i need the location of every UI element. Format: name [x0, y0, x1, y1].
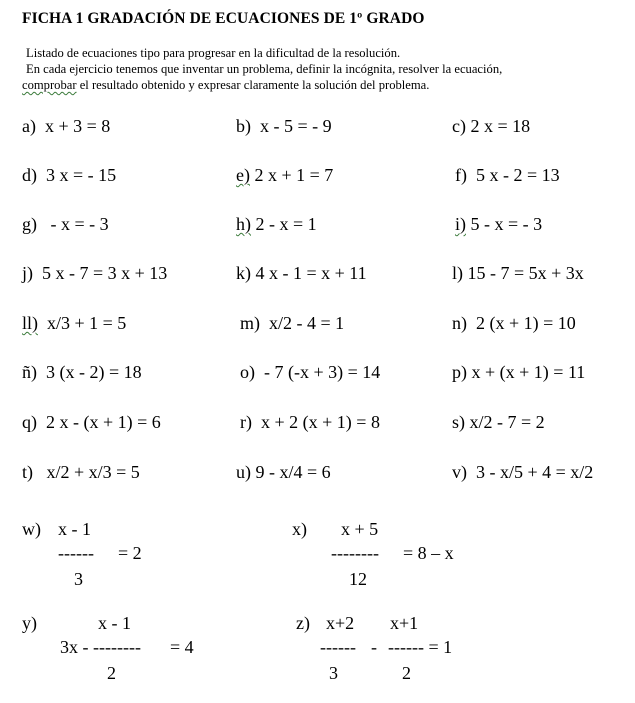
equation-expr: 5 x - 2 = 13	[476, 165, 560, 185]
equation-expr: 15 - 7 = 5x + 3x	[467, 263, 584, 283]
equation-o	[240, 361, 380, 383]
equation-expr: x + 3 = 8	[44, 116, 111, 136]
equation-label: m)	[240, 313, 260, 333]
equation-label: w)	[22, 519, 41, 539]
equation-u	[236, 461, 331, 483]
equation-label: n)	[452, 313, 467, 333]
equation-label: e)	[236, 165, 250, 185]
equation-label: t)	[22, 462, 33, 482]
equation-f	[455, 164, 560, 186]
equation-ll	[22, 312, 126, 334]
equation-a	[22, 115, 110, 137]
equation-label: x)	[292, 519, 307, 539]
equation-expr: - x = - 3	[50, 214, 109, 234]
equation-expr: 2 x + 1 = 7	[254, 165, 334, 185]
equation-label: f)	[455, 165, 467, 185]
equation-label: j)	[22, 263, 33, 283]
equation-g	[22, 213, 109, 235]
equation-m	[240, 312, 344, 334]
equation-expr: x + (x + 1) = 11	[471, 362, 586, 382]
equation-l	[452, 262, 584, 284]
equation-label: y)	[22, 613, 37, 633]
fraction-denominator: 3	[74, 569, 83, 589]
equation-expr: 5 x - 7 = 3 x + 13	[42, 263, 168, 283]
fraction-numerator-1: x+2	[326, 613, 355, 633]
fraction-numerator-2: x+1	[390, 613, 419, 633]
equation-i	[455, 213, 542, 235]
equation-d	[22, 164, 116, 186]
fraction-bar-2: ------ = 1	[388, 637, 453, 657]
intro-underlined-word: comprobar	[22, 78, 77, 92]
intro-line-2: En cada ejercicio tenemos que inventar un problema, definir la incógnita, resolver la ecuación,	[26, 62, 503, 76]
equation-s	[452, 411, 545, 433]
equation-label: i)	[455, 214, 466, 234]
intro-line-3	[22, 77, 502, 93]
equation-enye	[22, 361, 142, 383]
equation-label: s)	[452, 412, 465, 432]
fraction-numerator: x - 1	[98, 613, 131, 633]
fraction-bar: --------	[331, 543, 379, 563]
equation-t	[22, 461, 140, 483]
equation-label: o)	[240, 362, 255, 382]
equation-expr: 2 (x + 1) = 10	[476, 313, 576, 333]
equation-expr: 4 x - 1 = x + 11	[255, 263, 367, 283]
equation-b	[236, 115, 332, 137]
intro-line-1: Listado de ecuaciones tipo para progresar en la dificultad de la resolución.	[26, 46, 401, 60]
equation-label: l)	[452, 263, 463, 283]
equation-label: r)	[240, 412, 252, 432]
fraction-rhs: = 2	[118, 543, 142, 563]
equation-expr: 2 x - (x + 1) = 6	[46, 412, 161, 432]
equation-expr: x/2 + x/3 = 5	[46, 462, 140, 482]
equation-expr: - 7 (-x + 3) = 14	[264, 362, 381, 382]
equation-expr: 5 - x = - 3	[470, 214, 543, 234]
equation-label: h)	[236, 214, 251, 234]
equation-expr: x/3 + 1 = 5	[47, 313, 127, 333]
fraction-rhs: = 8 – x	[403, 543, 454, 563]
equation-expr: x + 2 (x + 1) = 8	[261, 412, 380, 432]
equation-label: g)	[22, 214, 37, 234]
equation-expr: 3 (x - 2) = 18	[46, 362, 142, 382]
fraction-bar-1: ------	[320, 637, 356, 657]
equation-h	[236, 213, 317, 235]
fraction-rhs: = 4	[170, 637, 194, 657]
equation-label: u)	[236, 462, 251, 482]
equation-label: ñ)	[22, 362, 37, 382]
equation-label: v)	[452, 462, 467, 482]
equation-label: ll)	[22, 313, 38, 333]
equation-expr: x/2 - 4 = 1	[269, 313, 345, 333]
fraction-denominator-1: 3	[329, 663, 338, 683]
fraction-lhs: 3x - --------	[60, 637, 141, 657]
equation-expr: 9 - x/4 = 6	[255, 462, 331, 482]
equation-expr: 3 - x/5 + 4 = x/2	[476, 462, 594, 482]
fraction-denominator-2: 2	[402, 663, 411, 683]
equation-c	[452, 115, 530, 137]
equation-j	[22, 262, 167, 284]
equation-label: z)	[296, 613, 310, 633]
fraction-denominator: 2	[107, 663, 116, 683]
equation-v	[452, 461, 593, 483]
equation-label: b)	[236, 116, 251, 136]
equation-expr: 3 x = - 15	[46, 165, 117, 185]
fraction-numerator: x + 5	[341, 519, 379, 539]
fraction-minus: -	[371, 637, 377, 657]
equation-n	[452, 312, 576, 334]
equation-q	[22, 411, 161, 433]
equation-expr: x - 5 = - 9	[260, 116, 332, 136]
fraction-denominator: 12	[349, 569, 367, 589]
equation-r	[240, 411, 380, 433]
equation-label: k)	[236, 263, 251, 283]
intro-text	[22, 45, 502, 93]
fraction-bar: ------	[58, 543, 94, 563]
equation-label: d)	[22, 165, 37, 185]
equation-label: c)	[452, 116, 466, 136]
equation-label: a)	[22, 116, 36, 136]
equation-expr: x/2 - 7 = 2	[469, 412, 545, 432]
equation-p	[452, 361, 585, 383]
equation-label: q)	[22, 412, 37, 432]
equation-label: p)	[452, 362, 467, 382]
equation-expr: 2 - x = 1	[255, 214, 317, 234]
fraction-numerator: x - 1	[58, 519, 91, 539]
equation-expr: 2 x = 18	[470, 116, 531, 136]
page-title: FICHA 1 GRADACIÓN DE ECUACIONES DE 1º GRADO	[22, 10, 425, 27]
intro-line-3-rest: el resultado obtenido y expresar claramente la solución del problema.	[76, 78, 430, 92]
equation-e	[236, 164, 333, 186]
equation-k	[236, 262, 367, 284]
